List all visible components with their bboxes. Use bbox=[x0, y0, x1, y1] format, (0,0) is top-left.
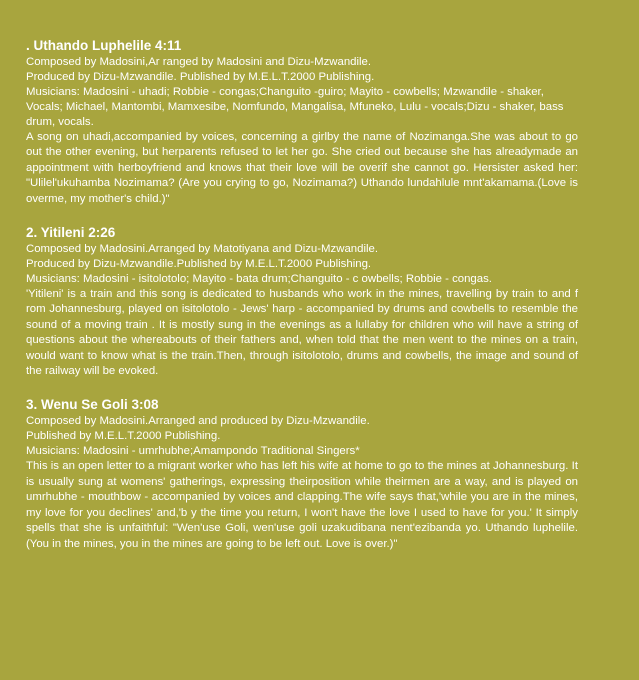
track-1 bbox=[26, 38, 578, 207]
track-title: . Uthando Luphelile 4:11 bbox=[26, 38, 182, 53]
composer-credit: Composed by Madosini,Ar ranged by Madosini and Dizu-Mzwandile. bbox=[26, 56, 372, 68]
track-credits bbox=[26, 414, 578, 459]
track-description: 'Yitileni' is a train and this song is dedicated to husbands who work in the mines, travelling by train to and f rom Johannesburg, played on isitolotolo - Jews' harp - accompanied by drums and cowbells to resemble the sound of a moving train . It is mostly sung in the evenings as a lullaby for children who will have a string of questions about the whereabouts of their fathers and, when told that the men went to the mines on a train, would want to know what is the train.Then, through isitolotolo, drums and cowbells, the image and sound of the railway will be evoked. bbox=[26, 288, 578, 378]
track-title: 2. Yitileni 2:26 bbox=[26, 225, 116, 241]
track-3 bbox=[26, 397, 578, 551]
track-title: 3. Wenu Se Goli 3:08 bbox=[26, 397, 159, 413]
track-description: This is an open letter to a migrant worker who has left his wife at home to go to the mines at Johannesburg. It is usually sung at womens' gatherings, expressing theirposition while theirmen are a way, and is played on umrhubhe - mouthbow - accompanied by voices and clapping.The wife says that,'while you are in the mines, my love for you declines' and,'b y the time you return, I won't have the love I used to have for you.' It simply spells that she is unfaithful: "Wen'use Goli, wen'use goli uzakudibana nent'ezibanda yo. Uthando luphelile. (You in the mines, you in the mines are going to be left out. Love is over.)" bbox=[26, 460, 578, 550]
composer-credit: Composed by Madosini.Arranged and produced by Dizu-Mzwandile. bbox=[26, 415, 370, 428]
track-credits bbox=[26, 242, 578, 287]
publisher-credit: Published by M.E.L.T.2000 Publishing. bbox=[26, 430, 221, 443]
track-description: A song on uhadi,accompanied by voices, concerning a girlby the name of Nozimanga.She was about to go out the other evening, but herparents refused to let her go. She cried out because she has alreadymade an appointment with herboyfriend and knows that their love will be overif she cannot go. Hersister asked her: "Ulilel'ukuhamba Nozimama? (Are you crying to go, Nozimama?) Uthando lundahlule mnt'akamama.(Love is overme, my mother's child.)" bbox=[26, 131, 578, 205]
track-2 bbox=[26, 225, 578, 379]
producer-credit: Produced by Dizu-Mzwandile. Published by M.E.L.T.2000 Publishing. bbox=[26, 71, 375, 83]
musicians-credit: Musicians: Madosini - umrhubhe;Amampondo Traditional Singers* bbox=[26, 445, 360, 458]
musicians-credit: Musicians: Madosini - uhadi; Robbie - congas;Changuito -guiro; Mayito - cowbells; Mzwandile - shaker, Vocals; Michael, Mantombi, Mamxesibe, Nomfundo, Mangalisa, Mfuneko, Lulu - vocals;Dizu - shaker, bass drum, vocals. bbox=[26, 86, 564, 128]
producer-credit: Produced by Dizu-Mzwandile.Published by M.E.L.T.2000 Publishing. bbox=[26, 258, 372, 271]
musicians-credit: Musicians: Madosini - isitolotolo; Mayito - bata drum;Changuito - c owbells; Robbie - congas. bbox=[26, 273, 492, 286]
composer-credit: Composed by Madosini.Arranged by Matotiyana and Dizu-Mzwandile. bbox=[26, 243, 379, 256]
track-credits bbox=[26, 55, 578, 130]
